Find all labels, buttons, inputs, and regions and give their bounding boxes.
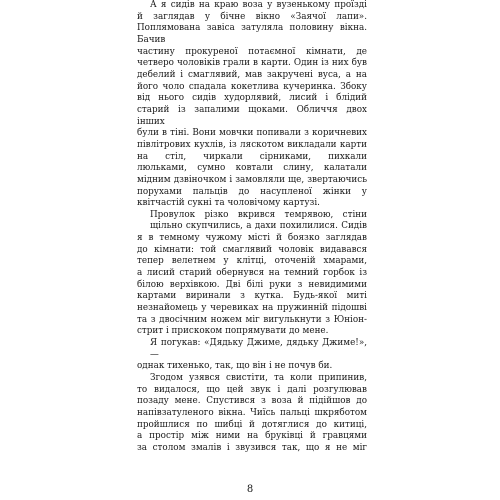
text-line: а простір між ними на бруківці й гравцями (137, 431, 367, 442)
page-number: 8 (246, 484, 254, 495)
text-line: А я сидів на краю воза у вузенькому проїзді (150, 0, 367, 10)
text-line: я в темному чужому місті й боязко заглядав (137, 233, 367, 244)
text-line: то видалося, що цей звук і далі розгулював позаду мене. Спустився з воза й підійшов до напівзатуленого вікна. Чиїсь пальці шкряботом (137, 384, 367, 418)
text-line: картами виринали з кутка. Будь-якої миті незнайомець у черевиках на пружинній підошві (137, 291, 367, 314)
text-line: й заглядав у бічне вікно «Заячої лапи». Поплямована завіса затуляла половину вікна. Бачив (137, 11, 367, 45)
text-line: та з двосічним ножем міг вигулькнути з Юніон-стрит і прискоком попрямувати до мене. (137, 314, 367, 337)
text-line: Провулок різко вкрився темрявою, стіни щільно скупчились, а дахи похилилися. Сидів (150, 209, 367, 232)
text-line: Я погукав: «Дядьку Джиме, дядьку Джиме!», — (150, 338, 367, 360)
text-line: порухами пальців до насупленої жінки у квітчастій сукні та чоловічому картузі. (137, 186, 367, 209)
text-line: від нього сидів худорлявий, лисий і блідий старий із запалими щоками. Обличчя двох інших (137, 93, 367, 127)
text-line: за столом змалів і звузився так, що я не міг (137, 442, 367, 453)
text-line: люльками, сумно ковтали слину, калатали мідним дзвіночком і замовляли ще, звертаючись (137, 163, 367, 185)
text-line: а лисий старий обернувся на темний горбок із (137, 268, 367, 279)
text-line: Згодом узявся свистіти, та коли припинив, (150, 373, 367, 383)
text-line: дебелий і смаглявий, мав закручені вуса, а на (137, 69, 367, 80)
body-text (137, 0, 367, 455)
text-line: його чоло спадала кокетлива кучеринка. Збоку (137, 81, 367, 92)
text-line: білою верхівкою. Дві білі руки з невидимими (137, 279, 367, 290)
text-line: однак тихенько, так, що він і не почув би. (137, 361, 333, 372)
text-line: пройшлися по шибці й дотяглися до китиці, (137, 419, 367, 430)
text-line: частину прокуреної потаємної кімнати, де четверо чоловіків грали в карти. Один із них був (137, 46, 367, 69)
text-line: були в тіні. Вони мовчки попивали з коричневих півлітрових кухлів, із ляскотом викладали карти на стіл, чиркали сірниками, пихкали (137, 128, 367, 162)
text-line: до кімнати: той смаглявий чоловік видавався тепер велетнем у клітці, оточеній хмарами, (137, 244, 367, 267)
